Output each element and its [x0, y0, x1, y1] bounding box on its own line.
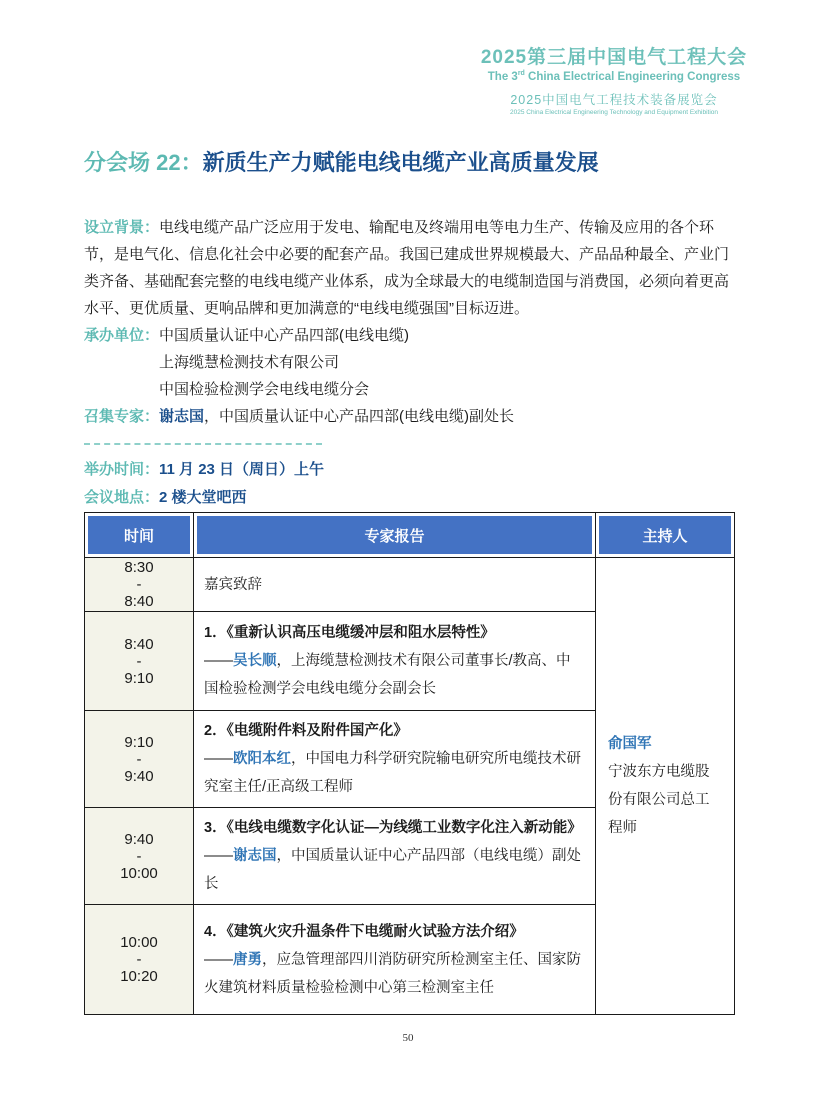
dashed-divider	[84, 443, 322, 445]
logo-title-en-post: China Electrical Engineering Congress	[524, 70, 741, 83]
background-paragraph	[84, 214, 736, 322]
time-cell	[85, 612, 194, 711]
time-separator: -	[136, 750, 142, 768]
schedule-table-wrap	[84, 512, 735, 1015]
report-speaker-line	[204, 842, 585, 898]
venue-line	[84, 484, 736, 512]
speaker-dash: ——	[204, 951, 233, 968]
speaker-desc: ，上海缆慧检测技术有限公司董事长/教高、中国检验检测学会电线电缆分会副会长	[204, 653, 571, 697]
speaker-name: 谢志国	[233, 848, 277, 864]
speaker-dash: ——	[204, 653, 233, 669]
page-title-prefix: 分会场 22：	[84, 150, 203, 175]
header-cell-report: 专家报告	[194, 513, 596, 558]
organizer-item: 中国质量认证中心产品四部(电线电缆)	[159, 327, 410, 344]
report-cell	[194, 711, 596, 808]
time-end: 8:40	[124, 593, 154, 610]
speaker-desc: ，应急管理部四川消防研究所检测室主任、国家防火建筑材料质量检验检测中心第三检测室主任	[204, 951, 581, 996]
convener-label: 召集专家：	[84, 408, 160, 425]
time-cell	[85, 808, 194, 905]
time-cell	[85, 558, 194, 612]
convener-line	[84, 403, 736, 430]
speaker-dash: ——	[204, 751, 233, 767]
speaker-desc: ，中国电力科学研究院输电研究所电缆技术研究室主任/正高级工程师	[204, 751, 581, 795]
time-end: 10:00	[120, 864, 158, 882]
report-speaker-line	[204, 647, 585, 703]
time-start: 9:40	[124, 830, 154, 848]
background-label: 设立背景：	[84, 219, 160, 236]
logo-title-cn: 2025第三届中国电气工程大会	[480, 47, 748, 68]
table-header-row	[85, 513, 735, 558]
organizer-item: 中国检验检测学会电线电缆分会	[159, 381, 370, 398]
time-cell	[85, 905, 194, 1015]
speaker-dash: ——	[204, 848, 233, 864]
time-start: 10:00	[120, 934, 158, 951]
time-value: 11 月 23 日（周日）上午	[159, 461, 325, 478]
logo-exhibition-cn: 2025中国电气工程技术装备展览会	[510, 92, 718, 107]
page-title	[84, 146, 599, 177]
report-speaker-line	[204, 946, 585, 1002]
organizer-item: 上海缆慧检测技术有限公司	[159, 354, 340, 371]
logo-title-en-sup: rd	[517, 70, 525, 77]
report-cell	[194, 905, 596, 1015]
report-speaker-line	[204, 745, 585, 801]
report-text: 嘉宾致辞	[204, 576, 262, 593]
report-cell	[194, 612, 596, 711]
report-cell	[194, 558, 596, 612]
time-separator: -	[136, 576, 142, 593]
report-cell	[194, 808, 596, 905]
report-title: 1．《重新认识高压电缆缓冲层和阻水层特性》	[204, 625, 495, 641]
header-cell-time: 时间	[85, 513, 194, 558]
time-cell	[85, 711, 194, 808]
speaker-name: 欧阳本红	[233, 751, 291, 767]
report-title: 4．《建筑火灾升温条件下电缆耐火试验方法介绍》	[204, 923, 524, 940]
background-text: 电线电缆产品广泛应用于发电、输配电及终端用电等电力生产、传输及应用的各个环节，是电气化、信息化社会中必要的配套产品。我国已建成世界规模最大、产品品种最全、产业门类齐备、基础配套完整的电线电缆产业体系，成为全球最大的电缆制造国与消费国，必须向着更高水平、更优质量、更响品牌和更加满意的“电线电缆强国”目标迈进。	[84, 219, 730, 317]
logo-title-en-pre: The 3	[487, 70, 518, 83]
conference-logo	[468, 42, 760, 116]
report-title: 3．《电线电缆数字化认证—为线缆工业数字化注入新动能》	[204, 820, 582, 836]
convener-desc: ，中国质量认证中心产品四部(电线电缆)副处长	[204, 408, 515, 425]
page-title-text: 新质生产力赋能电线电缆产业高质量发展	[202, 150, 599, 175]
moderator-name: 俞国军	[608, 736, 652, 752]
page-number: 50	[402, 1032, 414, 1044]
time-start: 8:30	[124, 559, 154, 576]
time-label: 举办时间：	[84, 461, 160, 478]
time-separator: -	[136, 652, 142, 670]
time-start: 9:10	[124, 733, 154, 751]
table-row	[85, 558, 735, 612]
time-end: 10:20	[120, 968, 158, 985]
time-separator: -	[136, 951, 142, 968]
speaker-name: 吴长顺	[233, 653, 277, 669]
venue-label: 会议地点：	[84, 489, 160, 506]
speaker-desc: ，中国质量认证中心产品四部（电线电缆）副处长	[204, 848, 581, 892]
moderator-desc: 宁波东方电缆股份有限公司总工程师	[608, 764, 710, 836]
time-line	[84, 456, 736, 484]
time-end: 9:10	[124, 669, 154, 687]
venue-value: 2 楼大堂吧西	[159, 489, 247, 506]
organizer-label: 承办单位：	[84, 327, 160, 344]
report-title: 2．《电缆附件料及附件国产化》	[204, 723, 408, 739]
time-end: 9:40	[124, 767, 154, 785]
organizer-list	[159, 322, 409, 403]
organizer-section	[84, 322, 736, 403]
convener-name: 谢志国	[159, 408, 205, 425]
time-separator: -	[136, 847, 142, 865]
time-start: 8:40	[124, 635, 154, 653]
speaker-name: 唐勇	[233, 951, 262, 968]
logo-exhibition-en: 2025 China Electrical Engineering Technology and Equipment Exhibition	[509, 108, 719, 116]
header-cell-moderator: 主持人	[596, 513, 735, 558]
page-content	[84, 214, 736, 512]
moderator-cell	[596, 558, 735, 1015]
logo-title-en	[468, 70, 760, 83]
schedule-table	[84, 512, 735, 1015]
